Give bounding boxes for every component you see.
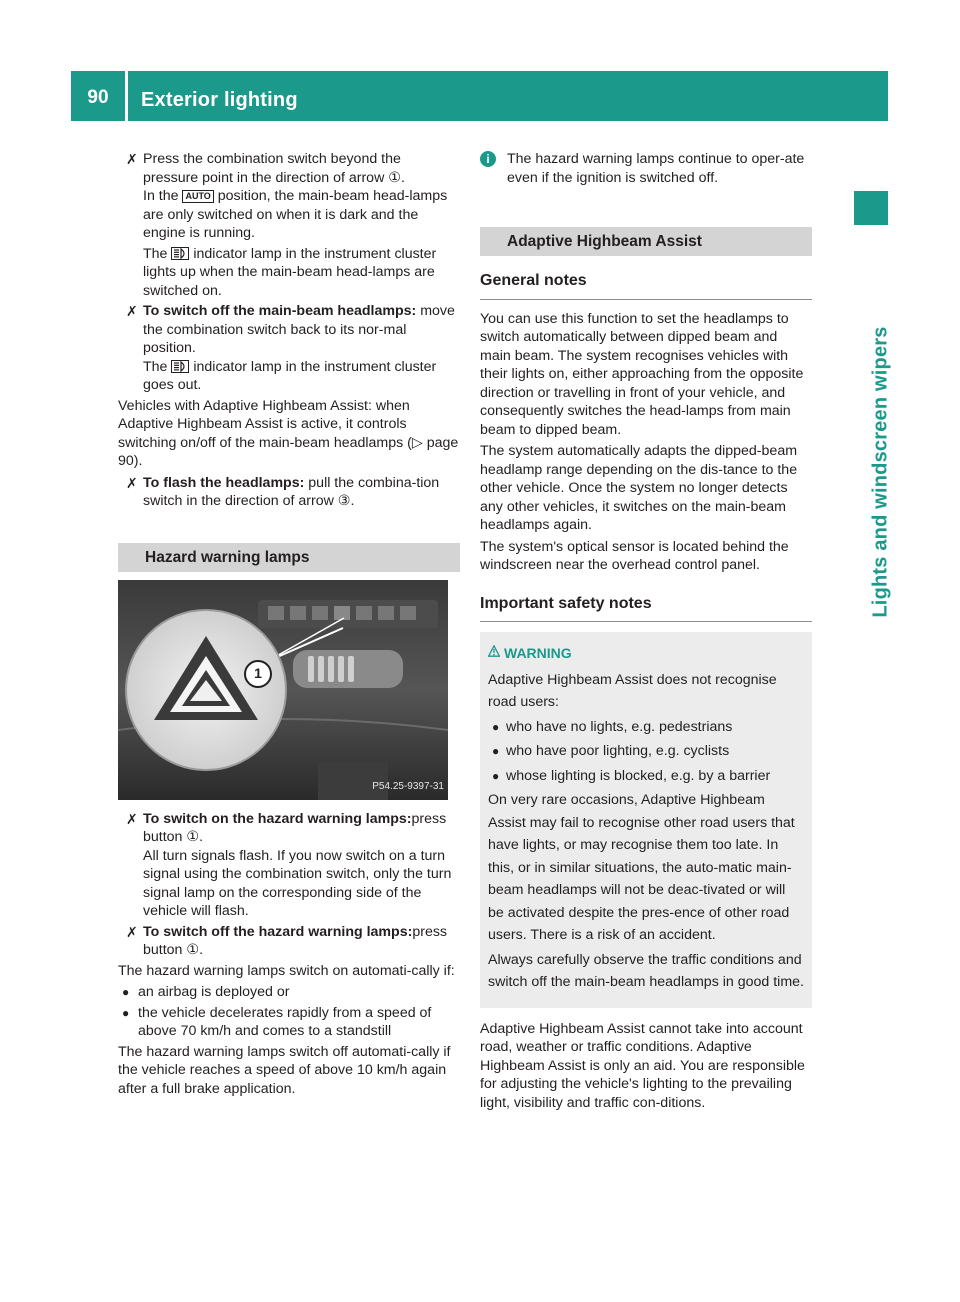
step-marker-icon: ✗ — [126, 923, 138, 940]
list-item: ● the vehicle decelerates rapidly from a speed of above 70 km/h and comes to a standstill — [122, 1004, 432, 1039]
side-tab-marker — [854, 191, 888, 225]
step-marker-icon: ✗ — [126, 151, 138, 167]
figure-callout-1: 1 — [254, 664, 262, 681]
list-item: ● an airbag is deployed or — [122, 984, 290, 1000]
page-number: 90 — [87, 87, 109, 108]
step-marker-icon: ✗ — [126, 474, 138, 491]
warning-intro: Adaptive Highbeam Assist does not recognise road users: — [488, 671, 777, 710]
warning-box — [480, 632, 812, 1008]
bullet-icon: ● — [122, 985, 130, 999]
main-beam-indicator-icon — [171, 360, 189, 373]
adaptive-note: Vehicles with Adaptive Highbeam Assist: when Adaptive Highbeam Assist is active, it controls switching on/off of the main-beam headlamps (▷ page 90). — [118, 397, 459, 469]
step-subtext: All turn signals flash. If you now switch on a turn signal using the combination switch, only the turn signal lamp on the corresponding side of the vehicle will flash. — [143, 847, 452, 919]
step-marker-icon: ✗ — [126, 303, 138, 319]
main-beam-indicator-icon — [171, 247, 189, 260]
list-item: ● whose lighting is blocked, e.g. by a barrier — [488, 765, 804, 788]
general-paragraph: The system automatically adapts the dipped-beam headlamp range depending on the dis-tance to the other vehicle. Once the system no longer detects any other vehicles, it switches on the main-beam headlamps again. — [480, 443, 798, 533]
step-switch-off-main-beam: ✗ To switch off the main-beam headlamps: move the combination switch back to its nor-mal position. The indicator lamp in the instrument cluster goes out. — [118, 302, 460, 395]
step-subtext: In the AUTO position, the main-beam head-lamps are only switched on when it is dark and the engine is running. — [143, 188, 448, 241]
warning-triangle-icon — [488, 645, 500, 657]
section-hazard-warning-lamps: Hazard warning lamps — [118, 543, 460, 572]
warning-paragraph: On very rare occasions, Adaptive Highbeam Assist may fail to recognise other road users that have lights, or may recognise them too late. In this, or in similar situations, the auto-matic main-beam headlamps will not be deac-tivated or will be activated despite the pres-ence of other road users. There is a risk of an accident. — [488, 792, 795, 943]
chapter-title: Exterior lighting — [141, 89, 298, 111]
right-column — [480, 150, 812, 1115]
general-paragraph: The system's optical sensor is located behind the windscreen near the overhead control panel. — [480, 538, 789, 573]
list-item: ● who have poor lighting, e.g. cyclists — [488, 740, 804, 763]
general-paragraph: You can use this function to set the headlamps to switch automatically between dipped beam and main beam. The system recognises vehicles with their lights on, either approaching from the opposite direction or travelling in front of your vehicle, and consequently switches the head-lamps from main beam to dipped beam. — [480, 310, 804, 438]
step-flash-headlamps: ✗ To flash the headlamps: pull the combina-tion switch in the direction of arrow ③. — [126, 474, 440, 509]
general-notes-heading: General notes — [480, 272, 812, 300]
info-note: i The hazard warning lamps continue to oper-ate even if the ignition is switched off. — [480, 150, 812, 187]
left-column — [118, 150, 460, 1101]
auto-on-intro: The hazard warning lamps switch on automati-cally if: — [118, 962, 455, 979]
bullet-icon: ● — [122, 1005, 130, 1020]
step-subtext: The indicator lamp in the instrument cluster lights up when the main-beam head-lamps are switched on. — [143, 245, 437, 299]
bullet-icon: ● — [492, 744, 500, 758]
bullet-icon: ● — [492, 768, 500, 783]
section-adaptive-highbeam-assist: Adaptive Highbeam Assist — [480, 227, 812, 256]
step-text: Press the combination switch beyond the pressure point in the direction of arrow ①. — [143, 151, 405, 186]
side-tab-label: Lights and windscreen wipers — [869, 326, 892, 618]
dashboard-illustration — [118, 580, 448, 800]
warning-paragraph: Always carefully observe the traffic conditions and switch off the main-beam headlamps in good time. — [488, 951, 804, 990]
closing-paragraph: Adaptive Highbeam Assist cannot take into account road, weather or traffic conditions. Adaptive Highbeam Assist is only an aid. You are responsible for adjusting the vehicle's lighting to the prevailing light, visibility and traffic con-ditions. — [480, 1020, 805, 1111]
hazard-button-figure — [118, 580, 448, 800]
step-press-beyond-pressure-point — [118, 150, 460, 300]
auto-off-note: The hazard warning lamps switch off automati-cally if the vehicle reaches a speed of above 10 km/h again after a full brake application. — [118, 1043, 451, 1097]
step-switch-off-hazard: ✗ To switch off the hazard warning lamps:press button ①. — [126, 923, 448, 958]
step-subtext: The indicator lamp in the instrument cluster goes out. — [143, 358, 437, 393]
bullet-icon: ● — [492, 719, 500, 734]
figure-code: P54.25-9397-31 — [372, 781, 444, 792]
list-item: ● who have no lights, e.g. pedestrians — [488, 716, 804, 739]
step-marker-icon: ✗ — [126, 810, 138, 827]
info-icon: i — [480, 151, 496, 167]
safety-notes-heading: Important safety notes — [480, 595, 812, 623]
step-switch-on-hazard: ✗ To switch on the hazard warning lamps:press button ①. All turn signals flash. If you now switch on a turn signal using the combination switch, only the turn signal lamp on the corresponding side of the vehicle will flash. — [118, 810, 460, 921]
auto-icon: AUTO — [182, 190, 213, 203]
warning-heading: WARNING — [488, 642, 804, 665]
header-divider — [125, 71, 128, 121]
